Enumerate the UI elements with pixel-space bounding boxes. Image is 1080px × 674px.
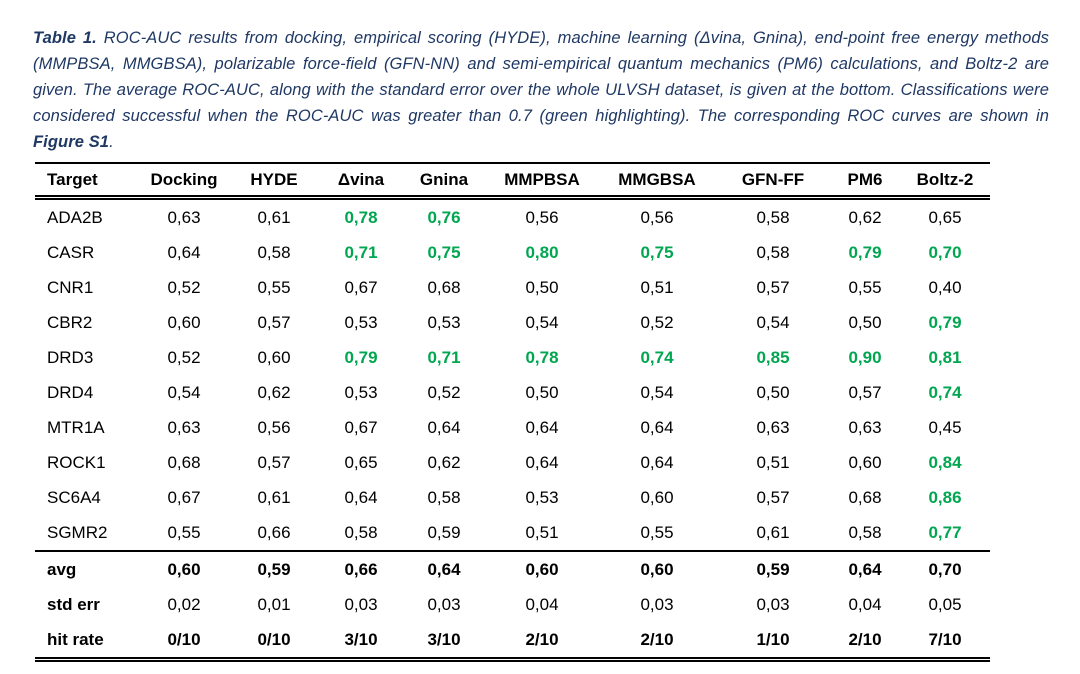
summary-row	[35, 551, 990, 587]
value-cell: 0,64	[525, 452, 559, 472]
column-header-mmgbsa: MMGBSA	[598, 163, 716, 198]
value-cell: 0,74	[640, 347, 674, 367]
column-header--vina: Δvina	[320, 163, 402, 198]
value-cell: 0,68	[848, 487, 882, 507]
summary-value-cell: 0,64	[402, 551, 486, 587]
value-cell: 0,79	[344, 347, 378, 367]
value-cell: 0,86	[928, 487, 962, 507]
summary-value-cell: 3/10	[402, 622, 486, 660]
value-cell: 0,63	[756, 417, 790, 437]
value-cell: 0,58	[848, 522, 882, 542]
target-cell: DRD3	[47, 347, 94, 367]
value-cell: 0,64	[427, 417, 461, 437]
value-cell: 0,84	[928, 452, 962, 472]
summary-value-cell: 0,60	[486, 551, 598, 587]
value-cell: 0,58	[756, 242, 790, 262]
value-cell: 0,56	[257, 417, 291, 437]
value-cell: 0,59	[427, 522, 461, 542]
summary-value-cell: 0,03	[640, 594, 674, 614]
value-cell: 0,45	[928, 417, 962, 437]
target-cell: ROCK1	[47, 452, 106, 472]
summary-value-cell: 0,64	[830, 551, 900, 587]
value-cell: 0,58	[427, 487, 461, 507]
column-header-mmpbsa: MMPBSA	[486, 163, 598, 198]
column-header-hyde: HYDE	[228, 163, 320, 198]
value-cell: 0,54	[640, 382, 674, 402]
value-cell: 0,54	[525, 312, 559, 332]
value-cell: 0,52	[167, 347, 201, 367]
target-cell: ADA2B	[47, 207, 103, 227]
value-cell: 0,65	[344, 452, 378, 472]
value-cell: 0,51	[756, 452, 790, 472]
value-cell: 0,57	[848, 382, 882, 402]
roc-auc-table-container	[35, 162, 990, 662]
value-cell: 0,62	[257, 382, 291, 402]
value-cell: 0,78	[525, 347, 559, 367]
value-cell: 0,58	[344, 522, 378, 542]
summary-value-cell: 0,70	[900, 551, 990, 587]
value-cell: 0,78	[344, 207, 378, 227]
value-cell: 0,81	[928, 347, 962, 367]
table-caption-period: .	[109, 132, 114, 151]
value-cell: 0,77	[928, 522, 962, 542]
summary-value-cell: 0,60	[140, 551, 228, 587]
value-cell: 0,76	[427, 207, 461, 227]
value-cell: 0,65	[928, 207, 962, 227]
value-cell: 0,51	[525, 522, 559, 542]
summary-label: std err	[47, 594, 100, 614]
value-cell: 0,63	[167, 417, 201, 437]
summary-value-cell: 0,03	[427, 594, 461, 614]
column-header-target: Target	[35, 163, 140, 198]
value-cell: 0,53	[427, 312, 461, 332]
table-row	[35, 305, 990, 340]
summary-value-cell: 7/10	[900, 622, 990, 660]
table-row	[35, 198, 990, 236]
value-cell: 0,54	[756, 312, 790, 332]
value-cell: 0,64	[167, 242, 201, 262]
summary-value-cell: 0,59	[716, 551, 830, 587]
value-cell: 0,67	[167, 487, 201, 507]
value-cell: 0,79	[928, 312, 962, 332]
column-header-pm6: PM6	[830, 163, 900, 198]
summary-value-cell: 0,60	[598, 551, 716, 587]
summary-value-cell: 0,66	[320, 551, 402, 587]
summary-value-cell: 0,01	[257, 594, 291, 614]
header-row	[35, 163, 990, 198]
value-cell: 0,68	[167, 452, 201, 472]
value-cell: 0,66	[257, 522, 291, 542]
value-cell: 0,55	[640, 522, 674, 542]
table-row	[35, 445, 990, 480]
value-cell: 0,53	[525, 487, 559, 507]
table-row	[35, 410, 990, 445]
value-cell: 0,55	[848, 277, 882, 297]
value-cell: 0,50	[848, 312, 882, 332]
target-cell: SGMR2	[47, 522, 108, 542]
value-cell: 0,61	[257, 207, 291, 227]
value-cell: 0,60	[848, 452, 882, 472]
value-cell: 0,55	[257, 277, 291, 297]
value-cell: 0,64	[640, 417, 674, 437]
table-caption	[33, 25, 1049, 155]
value-cell: 0,52	[427, 382, 461, 402]
value-cell: 0,63	[848, 417, 882, 437]
roc-auc-table	[35, 162, 990, 662]
summary-value-cell: 3/10	[320, 622, 402, 660]
summary-value-cell: 0,03	[756, 594, 790, 614]
summary-row	[35, 587, 990, 622]
value-cell: 0,68	[427, 277, 461, 297]
summary-label: avg	[35, 551, 140, 587]
value-cell: 0,79	[848, 242, 882, 262]
column-header-boltz-2: Boltz-2	[900, 163, 990, 198]
table-row	[35, 340, 990, 375]
summary-value-cell: 0,04	[525, 594, 559, 614]
value-cell: 0,60	[257, 347, 291, 367]
summary-value-cell: 0,02	[167, 594, 201, 614]
summary-value-cell: 0,05	[928, 594, 962, 614]
value-cell: 0,60	[167, 312, 201, 332]
value-cell: 0,74	[928, 382, 962, 402]
table-row	[35, 235, 990, 270]
table-caption-body: ROC-AUC results from docking, empirical scoring (HYDE), machine learning (Δvina, Gnina), end-point free energy methods (MMPBSA, MMGBSA), polarizable force-field (GFN-NN) and semi-empirical quantum mechanics (PM6) calculations, and Boltz-2 are given. The average ROC-AUC, along with the standard error over the whole ULVSH dataset, is given at the bottom. Classifications were considered successful when the ROC-AUC was greater than 0.7 (green highlighting). The corresponding ROC curves are shown in	[33, 28, 1049, 125]
summary-value-cell: 0/10	[228, 622, 320, 660]
value-cell: 0,75	[640, 242, 674, 262]
target-cell: DRD4	[47, 382, 94, 402]
value-cell: 0,53	[344, 382, 378, 402]
value-cell: 0,51	[640, 277, 674, 297]
summary-value-cell: 2/10	[486, 622, 598, 660]
value-cell: 0,50	[525, 277, 559, 297]
value-cell: 0,71	[344, 242, 378, 262]
value-cell: 0,56	[525, 207, 559, 227]
value-cell: 0,64	[640, 452, 674, 472]
value-cell: 0,70	[928, 242, 962, 262]
value-cell: 0,55	[167, 522, 201, 542]
value-cell: 0,50	[756, 382, 790, 402]
table-body	[35, 198, 990, 552]
target-cell: MTR1A	[47, 417, 105, 437]
value-cell: 0,90	[848, 347, 882, 367]
value-cell: 0,75	[427, 242, 461, 262]
value-cell: 0,58	[756, 207, 790, 227]
target-cell: CBR2	[47, 312, 93, 332]
value-cell: 0,64	[344, 487, 378, 507]
value-cell: 0,52	[167, 277, 201, 297]
summary-value-cell: 0/10	[140, 622, 228, 660]
value-cell: 0,62	[848, 207, 882, 227]
value-cell: 0,53	[344, 312, 378, 332]
value-cell: 0,80	[525, 242, 559, 262]
value-cell: 0,60	[640, 487, 674, 507]
table-row	[35, 480, 990, 515]
value-cell: 0,52	[640, 312, 674, 332]
value-cell: 0,64	[525, 417, 559, 437]
value-cell: 0,57	[756, 277, 790, 297]
summary-value-cell: 0,59	[228, 551, 320, 587]
value-cell: 0,57	[756, 487, 790, 507]
table-caption-label: Table 1.	[33, 28, 97, 47]
summary-value-cell: 0,03	[344, 594, 378, 614]
table-row	[35, 270, 990, 305]
column-header-gfn-ff: GFN-FF	[716, 163, 830, 198]
value-cell: 0,61	[756, 522, 790, 542]
value-cell: 0,85	[756, 347, 790, 367]
value-cell: 0,67	[344, 417, 378, 437]
target-cell: SC6A4	[47, 487, 101, 507]
value-cell: 0,71	[427, 347, 461, 367]
table-summary	[35, 551, 990, 660]
target-cell: CASR	[47, 242, 95, 262]
value-cell: 0,57	[257, 452, 291, 472]
column-header-docking: Docking	[140, 163, 228, 198]
summary-value-cell: 2/10	[598, 622, 716, 660]
summary-row	[35, 622, 990, 660]
value-cell: 0,62	[427, 452, 461, 472]
value-cell: 0,57	[257, 312, 291, 332]
table-row	[35, 375, 990, 410]
figure-reference: Figure S1	[33, 132, 110, 151]
value-cell: 0,40	[928, 277, 962, 297]
value-cell: 0,61	[257, 487, 291, 507]
value-cell: 0,63	[167, 207, 201, 227]
value-cell: 0,56	[640, 207, 674, 227]
value-cell: 0,67	[344, 277, 378, 297]
table-row	[35, 515, 990, 551]
value-cell: 0,54	[167, 382, 201, 402]
summary-value-cell: 1/10	[716, 622, 830, 660]
summary-value-cell: 2/10	[830, 622, 900, 660]
value-cell: 0,58	[257, 242, 291, 262]
summary-label: hit rate	[35, 622, 140, 660]
column-header-gnina: Gnina	[402, 163, 486, 198]
target-cell: CNR1	[47, 277, 94, 297]
summary-value-cell: 0,04	[848, 594, 882, 614]
value-cell: 0,50	[525, 382, 559, 402]
